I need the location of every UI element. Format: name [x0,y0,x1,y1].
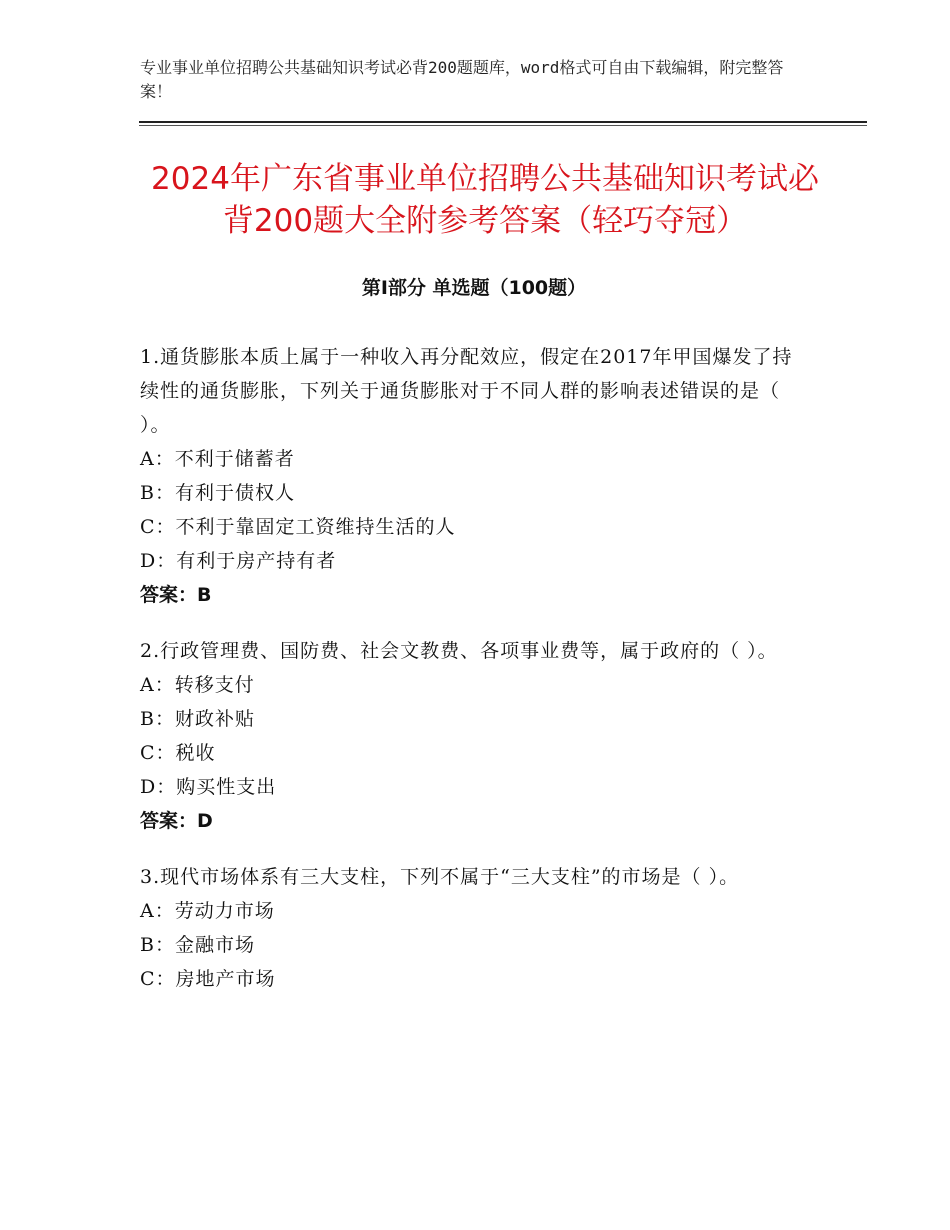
option-c: C：不利于靠固定工资维持生活的人 [140,516,456,538]
option-b: B：金融市场 [140,934,255,956]
option-a: A：不利于储蓄者 [140,448,295,470]
option-a: A：转移支付 [140,674,255,696]
option-c: C：房地产市场 [140,968,276,990]
question-list [140,340,810,1018]
option-b: B：财政补贴 [140,708,255,730]
question-2 [140,634,810,838]
option-d: D：有利于房产持有者 [140,550,337,572]
question-1 [140,340,810,612]
option-a: A：劳动力市场 [140,900,275,922]
question-stem: 1.通货膨胀本质上属于一种收入再分配效应，假定在2017年甲国爆发了持续性的通货膨胀，下列关于通货膨胀对于不同人群的影响表述错误的是（ ）。 [140,346,793,436]
header-rule [139,121,867,123]
header-rule-thin [139,125,867,126]
answer: 答案：D [140,810,213,832]
question-stem: 2.行政管理费、国防费、社会文教费、各项事业费等，属于政府的（ ）。 [140,640,778,662]
section-heading: 第Ⅰ部分 单选题（100题） [361,277,587,299]
question-3 [140,860,810,996]
question-stem: 3.现代市场体系有三大支柱，下列不属于“三大支柱”的市场是（ ）。 [140,866,740,888]
answer: 答案：B [140,584,212,606]
option-c: C：税收 [140,742,216,764]
header-note: 专业事业单位招聘公共基础知识考试必背200题题库，word格式可自由下载编辑，附完整答案！ [140,58,784,101]
document-title: 2024年广东省事业单位招聘公共基础知识考试必背200题大全附参考答案（轻巧夺冠） [151,161,819,239]
option-d: D：购买性支出 [140,776,277,798]
option-b: B：有利于债权人 [140,482,295,504]
